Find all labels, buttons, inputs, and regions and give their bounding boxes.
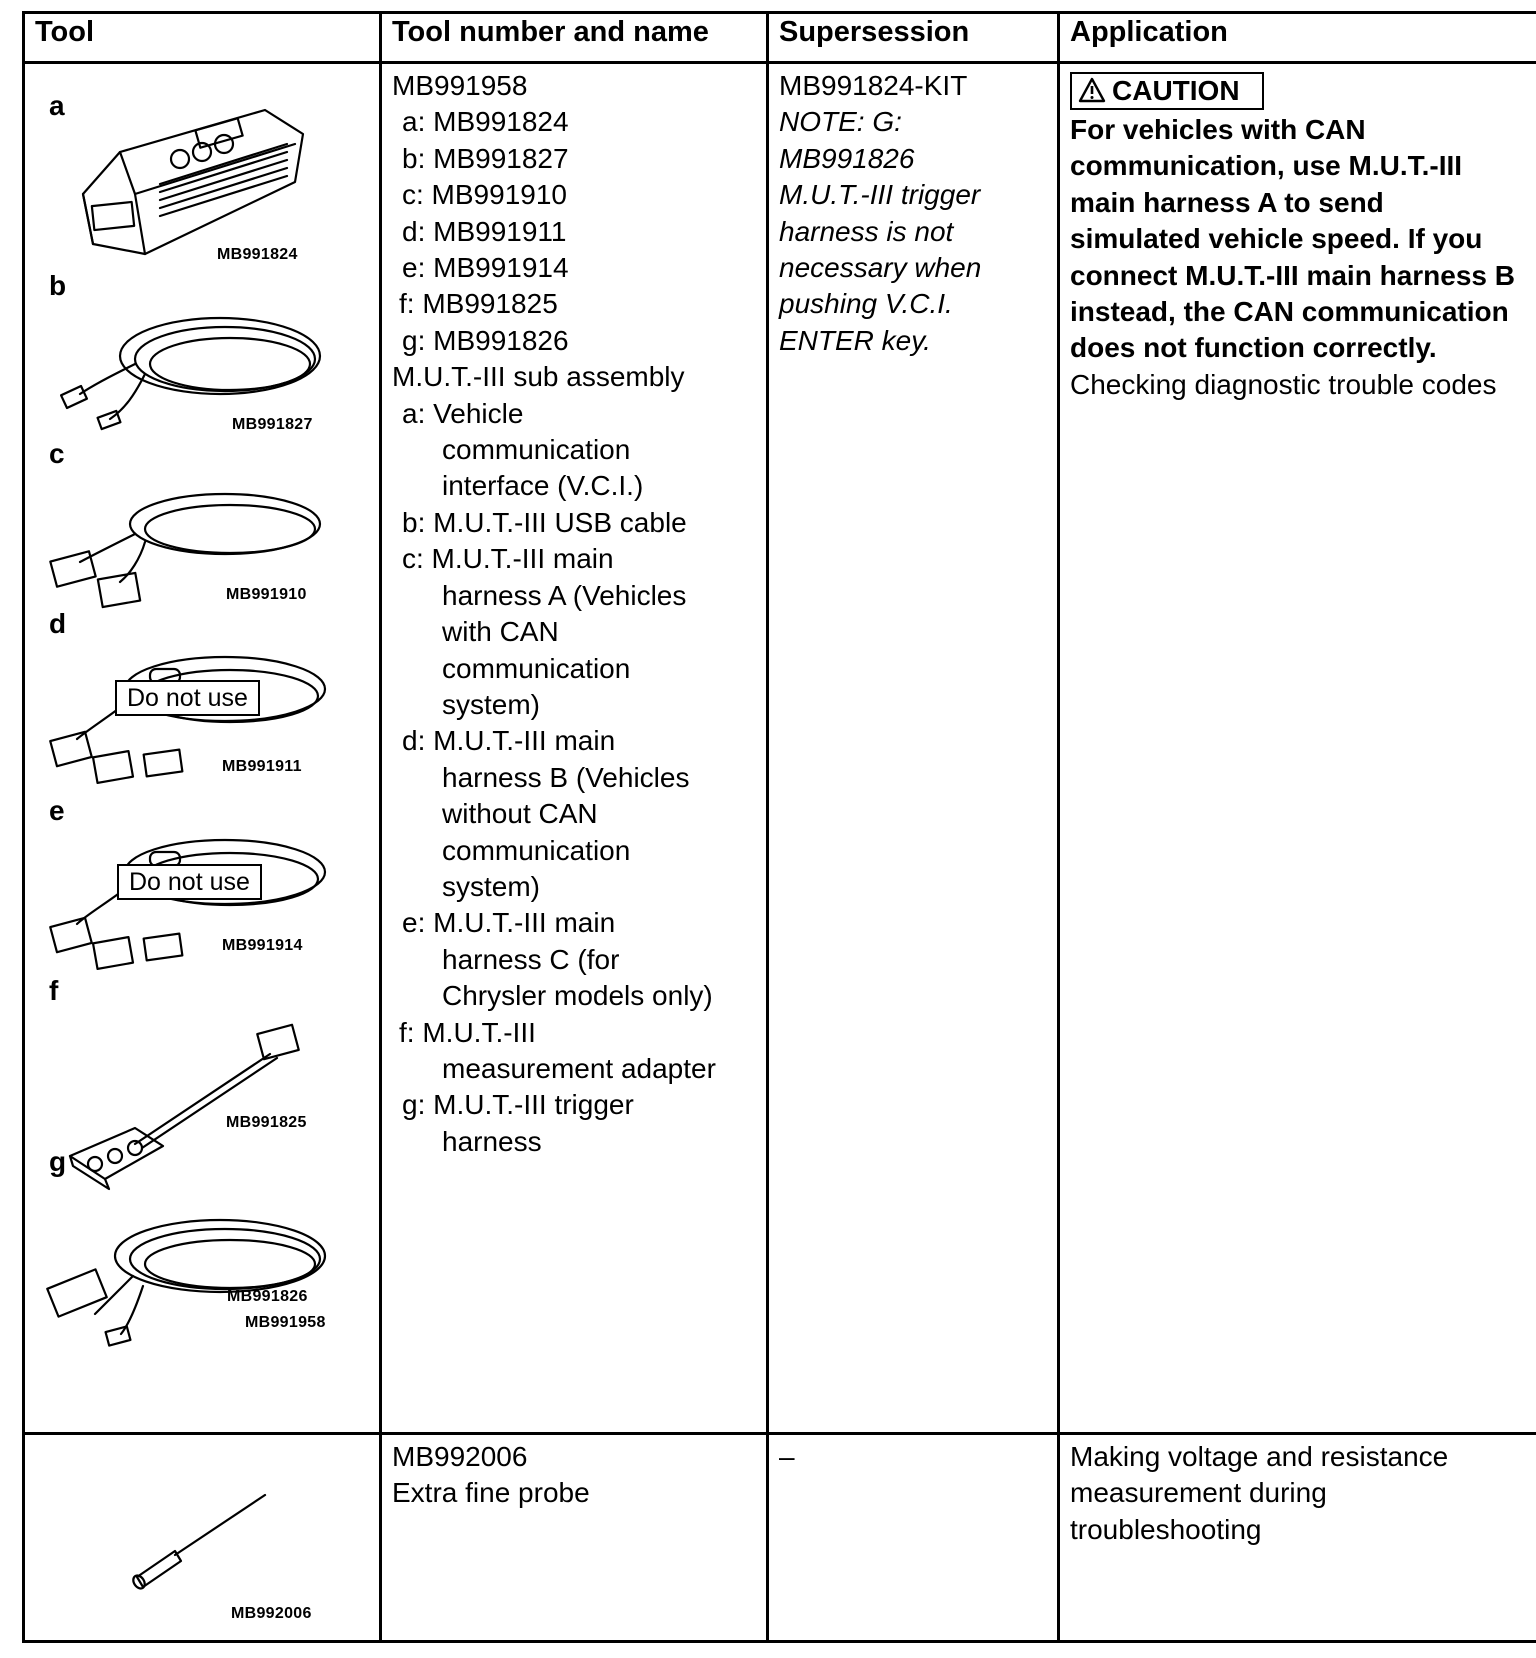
probe-supersession: –	[779, 1441, 795, 1472]
supersession-value: MB991824-KIT	[779, 70, 968, 101]
table-row-probe	[24, 1434, 1536, 1642]
part-f: f: MB991825	[399, 288, 558, 320]
sub-c-line5: system)	[442, 688, 540, 720]
tool-code-g: MB991826	[227, 1288, 308, 1305]
note-line-3: M.U.T.-III trigger	[779, 179, 981, 211]
sub-d-line5: system)	[442, 870, 540, 902]
sub-a-line2: communication	[442, 434, 631, 466]
table-header-row	[24, 13, 1536, 63]
header-application: Application	[1059, 13, 1536, 63]
note-line-7: ENTER key.	[779, 324, 931, 356]
part-c: c: MB991910	[402, 179, 567, 211]
sub-c-line4: communication	[442, 652, 631, 684]
note-line-1: NOTE: G:	[779, 106, 902, 138]
probe-illustration-cell	[24, 1434, 381, 1642]
note-line-6: pushing V.C.I.	[779, 288, 953, 320]
probe-supersession-cell	[768, 1434, 1059, 1642]
part-b: b: MB991827	[402, 142, 569, 174]
caution-line-4: simulated vehicle speed. If you	[1070, 223, 1483, 255]
caution-box	[1070, 72, 1264, 110]
sub-f-line2: measurement adapter	[442, 1052, 716, 1084]
probe-tool-number-cell	[381, 1434, 768, 1642]
tool-code-b: MB991827	[232, 416, 313, 433]
note-line-5: necessary when	[779, 252, 982, 284]
sub-g-line1: g: M.U.T.-III trigger	[402, 1089, 634, 1121]
measurement-adapter-icon	[70, 1025, 299, 1189]
tool-letter-d: d	[49, 608, 67, 639]
caution-line-1: For vehicles with CAN	[1070, 114, 1366, 145]
probe-application-line-2: measurement during	[1070, 1477, 1327, 1509]
application-text: Checking diagnostic trouble codes	[1070, 368, 1497, 400]
tool-code-e: MB991914	[222, 937, 303, 954]
header-supersession: Supersession	[768, 13, 1059, 63]
tool-letter-b: b	[49, 270, 67, 301]
warning-triangle-icon	[1078, 77, 1106, 103]
tool-code-a: MB991824	[217, 246, 298, 263]
sub-a-line1: a: Vehicle	[402, 397, 524, 429]
caution-line-2: communication, use M.U.T.-III	[1070, 150, 1463, 182]
probe-application-line-1: Making voltage and resistance	[1070, 1441, 1449, 1472]
sub-b-line1: b: M.U.T.-III USB cable	[402, 506, 687, 538]
sub-e-line3: Chrysler models only)	[442, 980, 713, 1012]
usb-cable-icon	[61, 318, 320, 429]
note-line-4: harness is not	[779, 215, 954, 247]
sub-assembly-title: M.U.T.-III sub assembly	[392, 361, 685, 393]
sub-c-line2: harness A (Vehicles	[442, 579, 687, 611]
tool-illustrations	[25, 64, 359, 1435]
tool-illustrations-cell	[24, 63, 381, 1434]
probe-tool-name: Extra fine probe	[392, 1477, 590, 1509]
caution-line-6: instead, the CAN communication	[1070, 296, 1509, 328]
tool-code-f: MB991825	[226, 1114, 307, 1131]
table-row-mut3	[24, 63, 1536, 1434]
sub-c-line1: c: M.U.T.-III main	[402, 543, 614, 575]
do-not-use-label-d: Do not use	[115, 680, 260, 716]
caution-line-5: connect M.U.T.-III main harness B	[1070, 259, 1515, 291]
caution-label: CAUTION	[1112, 75, 1240, 106]
header-tool: Tool	[24, 13, 381, 63]
do-not-use-label-e: Do not use	[117, 864, 262, 900]
tool-number-cell	[381, 63, 768, 1434]
supersession-cell	[768, 63, 1059, 1434]
special-tools-table	[22, 11, 1536, 1643]
part-d: d: MB991911	[402, 215, 567, 247]
header-tool-number: Tool number and name	[381, 13, 768, 63]
tool-number: MB991958	[392, 70, 528, 101]
sub-e-line1: e: M.U.T.-III main	[402, 907, 616, 939]
note-line-2: MB991826	[779, 142, 915, 174]
sub-f-line1: f: M.U.T.-III	[399, 1016, 536, 1048]
tool-set-code: MB991958	[245, 1314, 326, 1331]
probe-application-line-3: troubleshooting	[1070, 1513, 1262, 1545]
caution-line-7: does not function correctly.	[1070, 332, 1437, 364]
sub-c-line3: with CAN	[442, 616, 559, 648]
tool-letter-e: e	[49, 795, 65, 826]
tool-letter-f: f	[49, 975, 59, 1006]
tool-letter-c: c	[49, 438, 65, 469]
probe-code: MB992006	[231, 1605, 312, 1622]
application-cell	[1059, 63, 1536, 1434]
sub-a-line3: interface (V.C.I.)	[442, 470, 644, 502]
sub-d-line4: communication	[442, 834, 631, 866]
part-e: e: MB991914	[402, 252, 569, 284]
sub-d-line1: d: M.U.T.-III main	[402, 725, 616, 757]
sub-d-line2: harness B (Vehicles	[442, 761, 690, 793]
probe-application-cell	[1059, 1434, 1536, 1642]
vci-device-icon	[83, 110, 303, 254]
tool-code-c: MB991910	[226, 586, 307, 603]
tool-letter-a: a	[49, 90, 65, 121]
tool-letter-g: g	[49, 1146, 67, 1177]
part-a: a: MB991824	[402, 106, 569, 138]
sub-d-line3: without CAN	[442, 798, 598, 830]
probe-tool-number: MB992006	[392, 1441, 528, 1472]
caution-line-3: main harness A to send	[1070, 186, 1384, 218]
part-g: g: MB991826	[402, 324, 569, 356]
sub-e-line2: harness C (for	[442, 943, 620, 975]
sub-g-line2: harness	[442, 1125, 542, 1157]
tool-code-d: MB991911	[222, 758, 302, 775]
